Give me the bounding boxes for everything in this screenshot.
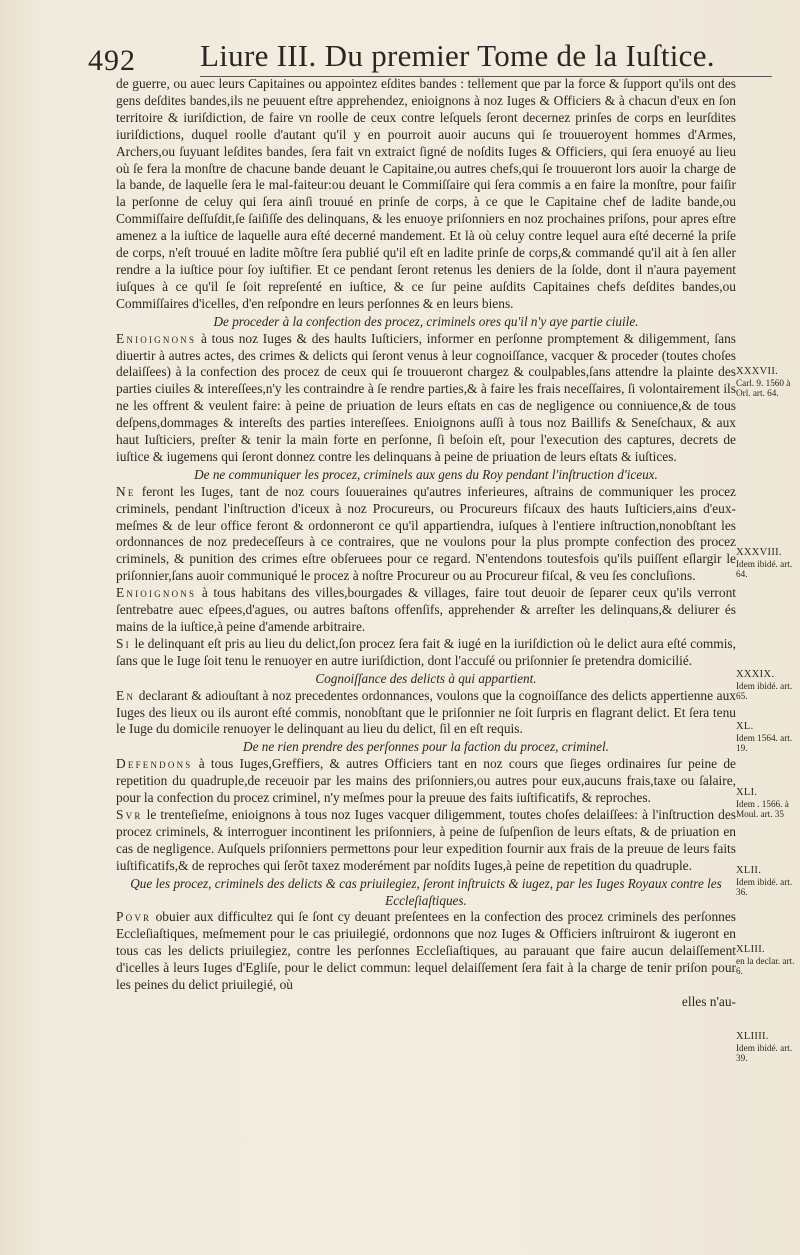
paragraph-text: à tous Iuges,Greffiers, & autres Officiers tant en noz cours que ſieges ordinaires ſur peine de repetition du quadruple,de receuoir par les mains des priſonniers,ou autres pour eux,aucuns frais,taxe ou ſalaire, pour la confection du procez criminel, n'y meſmes pour la preuue des faits iuſtificatifs, & reproches.: [116, 756, 736, 806]
margin-note: [736, 548, 798, 580]
margin-note: [736, 367, 798, 399]
article-number: XLII.: [736, 865, 762, 876]
ordinance-reference: en la declar. art. 6.: [736, 955, 795, 976]
paragraph: [116, 807, 736, 875]
paragraph: [116, 585, 736, 636]
paragraph-lead-word: Si: [116, 635, 131, 651]
article-number: XXXIX.: [736, 669, 775, 680]
paragraph: [116, 688, 736, 739]
ordinance-reference: Idem ibidé. art. 65.: [736, 680, 793, 701]
paragraph: [116, 756, 736, 807]
page-header: [88, 38, 728, 77]
ordinance-reference: Idem 1564. art. 19.: [736, 732, 793, 753]
article-number: XLIII.: [736, 944, 765, 955]
paragraph: [116, 76, 736, 313]
margin-note: [736, 670, 798, 702]
article-number: XXXVIII.: [736, 547, 782, 558]
section-heading: De ne communiquer les procez, criminels aux gens du Roy pendant l'inſtruction d'iceux.: [194, 466, 658, 482]
catchword: elles n'au-: [681, 993, 736, 1009]
ordinance-reference: Carl. 9. 1560 à Orl. art. 64.: [736, 377, 791, 398]
paragraph: [116, 636, 736, 670]
paragraph-lead-word: Defendons: [116, 756, 193, 772]
paragraph-lead-word: En: [116, 687, 136, 703]
ordinance-reference: Idem ibidé. art. 64.: [736, 558, 793, 579]
paragraph-text: feront les Iuges, tant de noz cours ſouueraines qu'autres inferieures, aſtrains de communiquer les procez criminels, pendant l'inſtruction d'iceux à noz Procureurs, ou Procureurs fiſcaux des hauts Iuſticiers,ains d'eux-meſmes & de leur office feront & ordonneront ce qu'il appartiendra, iuſques à l'entiere inſtruction,nonobſtant les ordonnances de noz predeceſſeurs à ce contraires, que ne voulons pour la plus prompte confection des procez criminels, & punition des crimes eſtre obſeruees pour ce regard. N'entendons toutesfois qu'ils puiſſent eſlargir le priſonnier,ſans auoir communiqué le procez à noſtre Procureur ou au Procureur fiſcal, & veu ſes concluſions.: [116, 483, 736, 584]
margin-note: [736, 722, 798, 754]
article-number: XLIIII.: [736, 1031, 769, 1042]
paragraph-text: le delinquant eſt pris au lieu du delict,ſon procez ſera fait & iugé en la iuriſdiction où le delict aura eſté commis, ſans que le Iuge ſoit tenu le renuoyer en autre iuriſdiction, dont l'accuſé ou priſonnier ſe pretendra domicilié.: [116, 635, 736, 668]
section-heading: Cognoiſſance des delicts à qui appartient.: [315, 670, 537, 686]
section-heading: Que les procez, criminels des delicts & cas priuilegiez, ſeront inſtruicts & iugez, par les Iuges Royaux contre les Eccleſiaſtiques.: [130, 875, 722, 908]
margin-note: [736, 788, 798, 820]
paragraph-text: à tous habitans des villes,bourgades & villages, faire tout deuoir de ſeparer ceux qu'ils verront ſentrebatre auec eſpees,d'agues, ou autres baſtons offenſifs, apprehender & arreſter les delinquans,& deliurer és mains de la iuſtice,à peine d'amende arbitraire.: [116, 585, 736, 634]
paragraph: [116, 909, 736, 994]
paragraph-text: obuier aux difficultez qui ſe ſont cy deuant preſentees en la confection des procez criminels des perſonnes Eccleſiaſtiques, meſmement pour le cas priuilegié, ordonnons que noz Iuges & Officiers inſtruiront & iugeront en tous cas les delicts priuilegiez, contre les perſonnes Eccleſiaſtiques, au parauant que faire aucun delaiſſement d'icelles à leurs Iuges d'Egliſe, pour le delict commun: lequel delaiſſement ſera fait à la charge de tenir priſon pour les peines du delict priuilegié, où: [116, 909, 736, 993]
running-title: Liure III. Du premier Tome de la Iuſtice.: [200, 38, 715, 73]
paragraph: [116, 331, 736, 466]
paragraph-lead-word: Svr: [116, 806, 143, 822]
margin-note: [736, 1032, 798, 1064]
ordinance-reference: Idem . 1566. à Moul. art. 35: [736, 798, 789, 819]
paragraph-lead-word: Enioignons: [116, 330, 197, 346]
article-number: XXXVII.: [736, 366, 779, 377]
paragraph: [116, 484, 736, 585]
page-number: 492: [88, 44, 136, 77]
margin-note: [736, 945, 798, 977]
margin-note: [736, 866, 798, 898]
article-number: XL.: [736, 721, 754, 732]
paragraph-lead-word: Povr: [116, 909, 152, 925]
section-heading: De proceder à la confection des procez, criminels ores qu'il n'y aye partie ciuile.: [213, 313, 639, 329]
article-number: XLI.: [736, 787, 758, 798]
ordinance-reference: Idem ibidé. art. 39.: [736, 1042, 793, 1063]
main-text-block: [116, 76, 736, 1011]
paragraph-text: le trenteſieſme, enioignons à tous noz Iuges vacquer diligemment, toutes choſes delaiſſees: à l'inſtruction des procez criminels, & interroguer incontinent les priſonniers, à peine de ſuſpenſion de leurs eſtats, & de priuation en cas de negligence. Auſquels priſonniers permettons pour leur expedition fournir aux frais de la preuue de leurs faits iuſtificatifs,& de reproches qui ſerõt taxez moderément par noſdits Iuges,à peine de repetition du quadruple.: [116, 806, 736, 873]
margin-notes: [736, 0, 800, 1255]
paragraph-text: declarant & adiouſtant à noz precedentes ordonnances, voulons que la cognoiſſance des delicts appertienne aux Iuges des lieux ou ils auront eſté commis, nonobſtant que le priſonnier ne ſoit ſurpris en flagrant delict. Et ſera tenu le Iuge du domicile renuoyer le delinquant au lieu du delict, ſil en eſt requis.: [116, 687, 736, 737]
ordinance-reference: Idem ibidé. art. 36.: [736, 876, 793, 897]
paragraph-text: de guerre, ou auec leurs Capitaines ou appointez eſdites bandes : tellement que par la force & ſupport qu'ils ont des gens deſdites bandes,ils ne peuuent eſtre apprehendez, enioignons à noz Iuges & Officiers & à chacun d'eux en ſon territoire & iuriſdiction, de faire vn roolle de ceux contre leſquels ſeront decernez prinſes de corps en leurſdites iuriſdictions, duquel roolle d'autant qu'il y en pourroit auoir aucuns qui ſe trouueroyent hommes d'Armes, Archers,ou ſuyuant leſdites bandes, ſera fait vn extraict ſigné de noſdits Iuges & Officiers, qui ſera enuoyé au lieu où ſe fera la monſtre de chacune bande deuant le Capitaine,ou autres chefs,qui ſe trouueront lors auoir la charge de la bande, de laquelle ſera le mal-faiteur:ou deuant le Commiſſaire qui ſera commis a en faire la monſtre, pour faiſir la perſonne de celuy qui ſera ainſi trouué en prinſe de corps, à ce que le Capitaine chef de ladite bande,ou Commiſſaire deſſuſdit,ſe ſaiſiſſe des delinquans, & les enuoye priſonniers en noz prochaines priſons, pour apres eſtre amenez a la iuſtice de laquelle aura eſté decerné mandement. Et là où celuy contre lequel aura eſté decerné la priſe de corps, n'eſt trouué en ladite mõſtre ſera publié qu'il eſt en ladite prinſe de corps,& commandé qu'il ait à ſen aller rendre a la iuſtice pour ſoy iuſtifier. Et ce pendant ſeront retenus les deniers de la ſolde, dont il n'aura payement iuſques à ce qu'il ſe ſoit repreſenté en iuſtice, & ce ſur peine auſdits Capitaines chefs deſdites bandes,ou Commiſſaires d'icelles, d'en reſpondre en leurs perſonnes & en leurs biens.: [116, 76, 736, 311]
paragraph-text: à tous noz Iuges & des haults Iuſticiers, informer en perſonne promptement & diligemment, ſans diuertir à autres actes, des crimes & delicts qui ſeront venus à leur cognoiſſance, vacquer & proceder (toutes choſes delaiſſees) à la confection des procez de ceux qui ſe trouueront chargez & coulpables,ſans attendre la plainte des parties ciuiles & intereſſees,n'y les contraindre à ſe rendre parties,& à faire les frais neceſſaires, ſi volontairement ils ne les offrent & veulent faire: à peine de priuation de leurs eſtats en cas de negligence ou conniuence,& de tous deſpens,dommages & intereſts des parties intereſſees. Enioignons auſſi à tous noz Baillifs & Seneſchaux, & aux haut Iuſticiers, preſter & tenir la main forte en perſonne, ſi beſoin eſt, pour l'execution des captures, decrets de iuſtice & iugemens qui ſeront donnez contre les delinquans à peine de priuation de leurs eſtats & iuſtices.: [116, 330, 736, 464]
section-heading: De ne rien prendre des perſonnes pour la faction du procez, criminel.: [243, 739, 609, 755]
paragraph-lead-word: Ne: [116, 483, 136, 499]
paragraph-lead-word: Enioignons: [116, 585, 197, 601]
